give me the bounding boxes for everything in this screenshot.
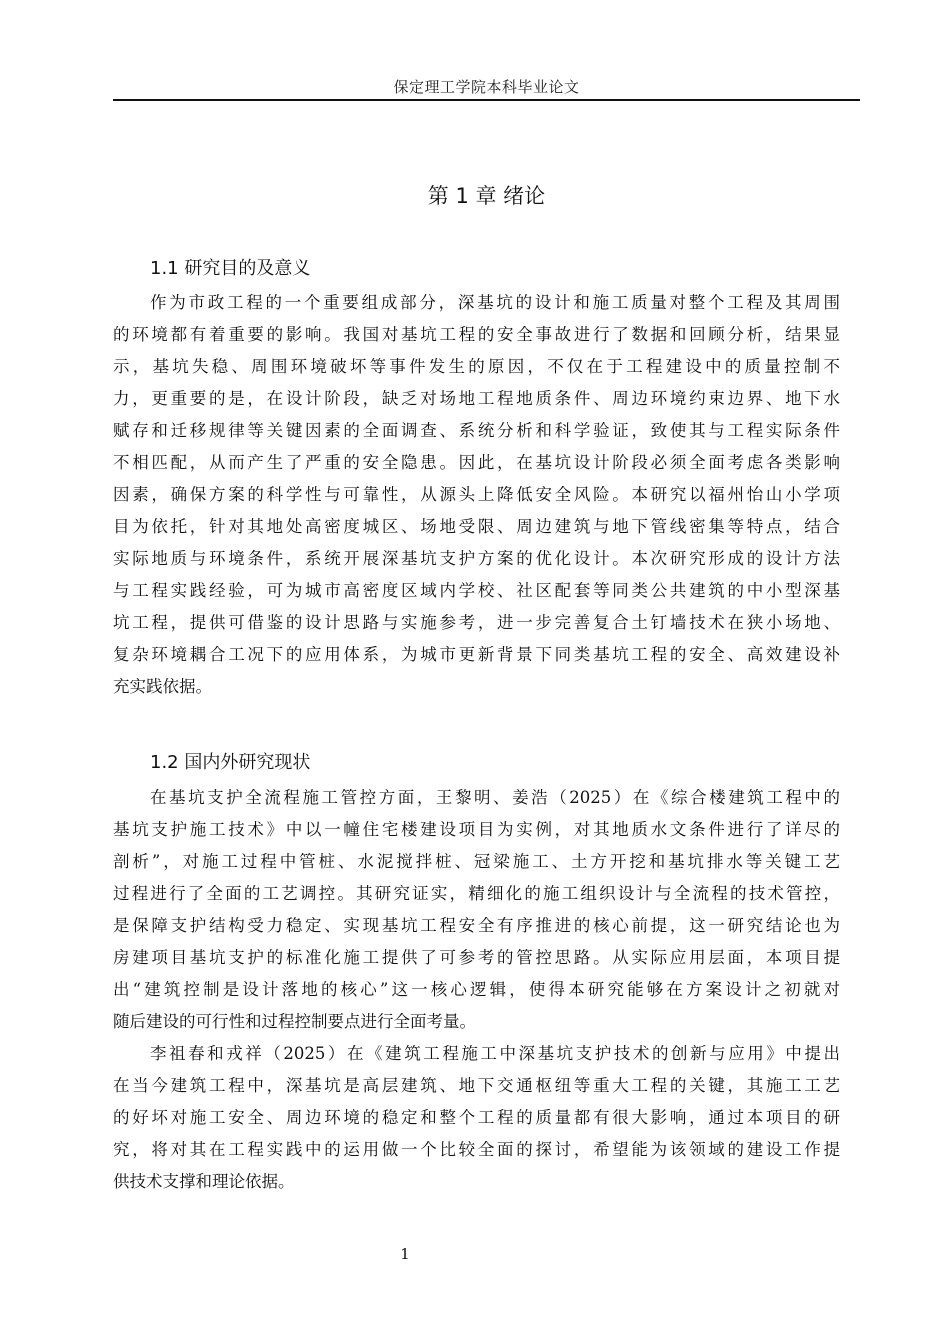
text-line: 供技术支撑和理论依据。 xyxy=(113,1172,295,1191)
text-line: 房建项目基坑支护的标准化施工提供了可参考的管控思路。从实际应用层面，本项目提 xyxy=(113,948,840,967)
section-1-2-paragraph-2 xyxy=(113,1038,840,1198)
text-line: 坑工程，提供可借鉴的设计思路与实施参考，进一步完善复合土钉墙技术在狭小场地、 xyxy=(113,613,840,632)
text-line: 是保障支护结构受力稳定、实现基坑工程安全有序推进的核心前提，这一研究结论也为 xyxy=(113,916,840,935)
text-line: 在基坑支护全流程施工管控方面，王黎明、姜浩（2025）在《综合楼建筑工程中的 xyxy=(150,788,840,807)
text-line: 赋存和迁移规律等关键因素的全面调查、系统分析和科学验证，致使其与工程实际条件 xyxy=(113,421,840,440)
text-line: 究，将对其在工程实践中的运用做一个比较全面的探讨，希望能为该领域的建设工作提 xyxy=(113,1140,840,1159)
text-line: 剖析”，对施工过程中管桩、水泥搅拌桩、冠梁施工、土方开挖和基坑排水等关键工艺 xyxy=(113,852,840,871)
text-line: 基坑支护施工技术》中以一幢住宅楼建设项目为实例，对其地质水文条件进行了详尽的 xyxy=(113,820,840,839)
text-line: 实际地质与环境条件，系统开展深基坑支护方案的优化设计。本次研究形成的设计方法 xyxy=(113,549,840,568)
text-line: 不相匹配，从而产生了严重的安全隐患。因此，在基坑设计阶段必须全面考虑各类影响 xyxy=(113,453,840,472)
text-line: 因素，确保方案的科学性与可靠性，从源头上降低安全风险。本研究以福州怡山小学项 xyxy=(113,485,840,504)
text-line: 的环境都有着重要的影响。我国对基坑工程的安全事故进行了数据和回顾分析，结果显 xyxy=(113,325,840,344)
running-header: 保定理工学院本科毕业论文 xyxy=(393,78,580,96)
text-line: 出“建筑控制是设计落地的核心”这一核心逻辑，使得本研究能够在方案设计之初就对 xyxy=(113,980,840,999)
text-line: 作为市政工程的一个重要组成部分，深基坑的设计和施工质量对整个工程及其周围 xyxy=(150,293,840,312)
text-line: 的好坏对施工安全、周边环境的稳定和整个工程的质量都有很大影响，通过本项目的研 xyxy=(113,1108,840,1127)
page-number: 1 xyxy=(400,1245,410,1263)
section-1-1-paragraph xyxy=(113,287,840,703)
text-line: 示，基坑失稳、周围环境破坏等事件发生的原因，不仅在于工程建设中的质量控制不 xyxy=(113,357,840,376)
text-line: 在当今建筑工程中，深基坑是高层建筑、地下交通枢纽等重大工程的关键，其施工工艺 xyxy=(113,1076,840,1095)
text-line: 过程进行了全面的工艺调控。其研究证实，精细化的施工组织设计与全流程的技术管控， xyxy=(113,884,840,903)
text-line: 复杂环境耦合工况下的应用体系，为城市更新背景下同类基坑工程的安全、高效建设补 xyxy=(113,645,840,664)
text-line: 目为依托，针对其地处高密度城区、场地受限、周边建筑与地下管线密集等特点，结合 xyxy=(113,517,840,536)
text-line: 随后建设的可行性和过程控制要点进行全面考量。 xyxy=(113,1012,476,1031)
text-line: 李祖春和戎祥（2025）在《建筑工程施工中深基坑支护技术的创新与应用》中提出 xyxy=(150,1044,840,1063)
section-heading-1-1: 1.1 研究目的及意义 xyxy=(150,258,311,279)
header-rule xyxy=(113,99,860,101)
text-line: 与工程实践经验，可为城市高密度区域内学校、社区配套等同类公共建筑的中小型深基 xyxy=(113,581,840,600)
section-1-2-paragraph-1 xyxy=(113,782,840,1038)
section-heading-1-2: 1.2 国内外研究现状 xyxy=(150,752,311,773)
chapter-title: 第 1 章 绪论 xyxy=(427,184,546,208)
text-line: 充实践依据。 xyxy=(113,677,212,696)
text-line: 力，更重要的是，在设计阶段，缺乏对场地工程地质条件、周边环境约束边界、地下水 xyxy=(113,389,840,408)
